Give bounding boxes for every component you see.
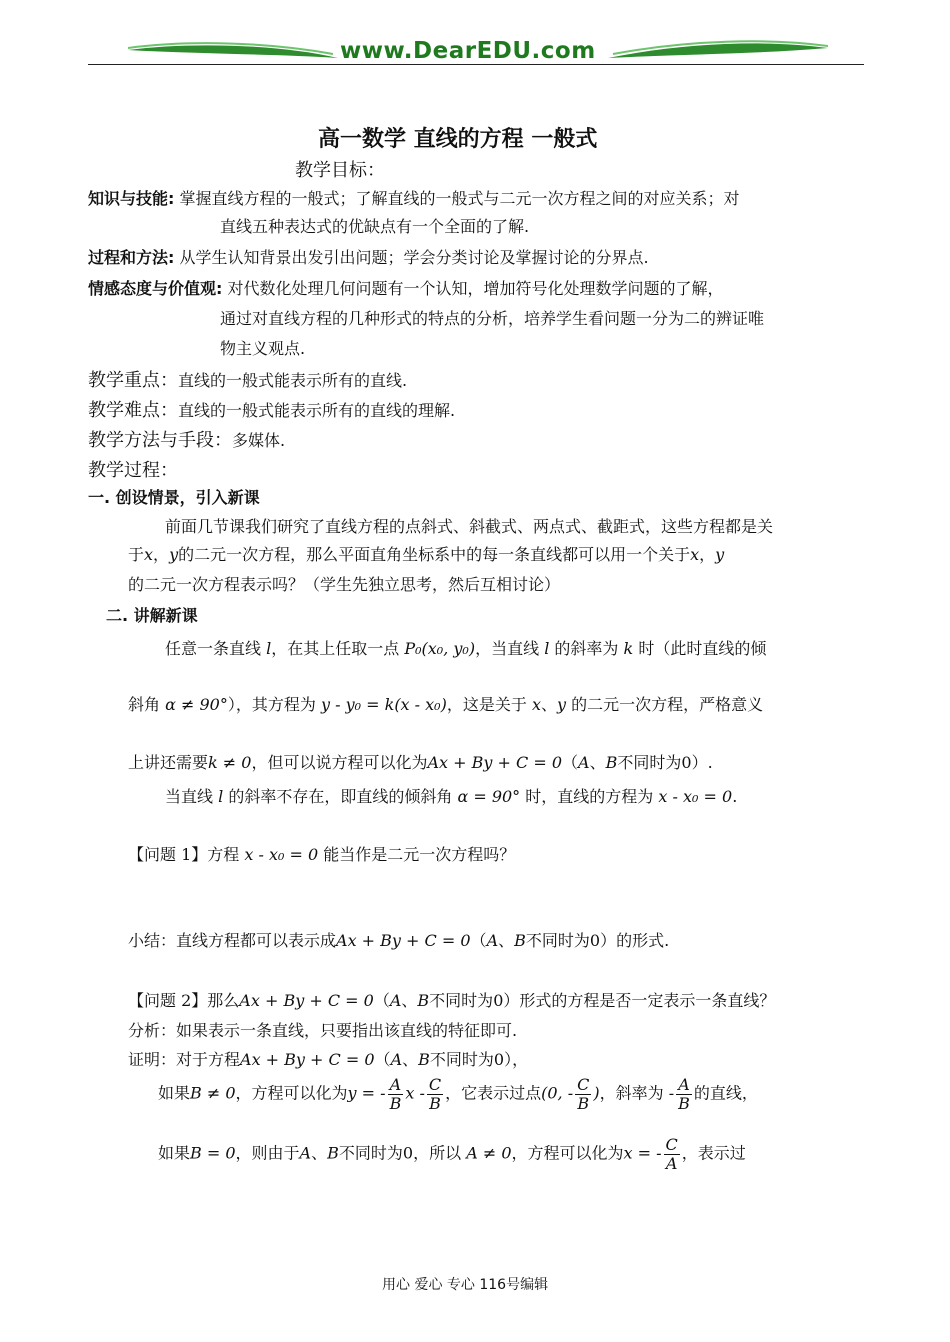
s2-text: ，但可以说方程可以化为 — [251, 753, 428, 772]
var-a: A — [486, 931, 499, 950]
method-text: 多媒体. — [232, 431, 286, 450]
section1-line3: 的二元一次方程表示吗？（学生先独立思考，然后互相讨论） — [128, 575, 561, 594]
proof-text: （ — [374, 1050, 391, 1069]
vertical-line-equation: x - x₀ = 0 — [658, 787, 733, 806]
s2-text: 的斜率不存在，即直线的倾斜角 — [228, 787, 453, 806]
s2-text: 时（此时直线的倾 — [638, 639, 767, 658]
q2-dun: 、 — [401, 991, 418, 1010]
q1-label: 【问题 1】方程 — [128, 845, 240, 864]
s2-text: ），其方程为 — [227, 695, 316, 714]
var-l: l — [544, 639, 550, 658]
s2-text: 上讲还需要 — [128, 753, 209, 772]
s2-text: 当直线 — [165, 787, 214, 806]
s2-text: ，在其上任取一点 — [271, 639, 400, 658]
section2-para2 — [128, 692, 763, 715]
header-logo: www.DearEDU.com — [340, 38, 596, 64]
section2-para3 — [128, 750, 713, 773]
proof-text: 证明：对于方程 — [128, 1050, 241, 1069]
fraction-c-over-a — [664, 1136, 680, 1172]
case1-text: ，它表示过点 — [445, 1083, 542, 1103]
var-b: B — [417, 991, 430, 1010]
var-b: B — [327, 1143, 339, 1163]
s2-text: 的二元一次方程，严格意义 — [571, 695, 764, 714]
case2-text: ，表示过 — [681, 1143, 746, 1163]
emotion-text1: 对代数化处理几何问题有一个认知，增加符号化处理数学问题的了解， — [227, 279, 724, 298]
zero: 0 — [493, 1050, 505, 1069]
var-y: y — [715, 545, 725, 564]
var-y: y — [557, 695, 567, 714]
process-text: 从学生认知背景出发引出问题；学会分类讨论及掌握讨论的分界点. — [179, 248, 649, 267]
proof-dun: 、 — [402, 1050, 419, 1069]
fraction-c-over-b — [575, 1076, 591, 1112]
key-point-label: 教学重点： — [88, 370, 178, 391]
case1 — [158, 1076, 758, 1112]
question1 — [128, 842, 515, 865]
zero: 0 — [589, 931, 601, 950]
var-a: A — [390, 1050, 403, 1069]
s1-comma: ， — [153, 545, 170, 564]
general-equation: Ax + By + C = 0 — [336, 931, 471, 950]
s2-text: ，这是关于 — [446, 695, 527, 714]
s1-text-b: 的二元一次方程，那么平面直角坐标系中的每一条直线都可以用一个关于 — [178, 545, 691, 564]
case2-text: ，方程可以化为 — [511, 1143, 624, 1163]
question2 — [128, 988, 775, 1011]
denominator-b: B — [678, 1093, 690, 1113]
var-x: x — [531, 695, 541, 714]
case2-text: ，则由于 — [235, 1143, 300, 1163]
process-heading: 教学过程： — [88, 460, 178, 481]
knowledge-label: 知识与技能: — [88, 189, 175, 208]
general-equation: Ax + By + C = 0 — [240, 1050, 375, 1069]
case1-text: ，方程可以化为 — [235, 1083, 348, 1103]
b-ne-0: B ≠ 0 — [190, 1083, 236, 1103]
emotion-label: 情感态度与价值观: — [88, 279, 223, 298]
emotion-line1 — [88, 276, 724, 299]
s2-dun: 、 — [540, 695, 557, 714]
section1-heading: 一. 创设情景，引入新课 — [88, 488, 260, 507]
general-equation: Ax + By + C = 0 — [239, 991, 374, 1010]
k-ne-0: k ≠ 0 — [208, 753, 252, 772]
s2-text: 任意一条直线 — [165, 639, 262, 658]
case1-text: 如果 — [158, 1083, 191, 1103]
method-line — [88, 426, 285, 452]
s2-text: 的斜率为 — [554, 639, 619, 658]
emotion-text3: 物主义观点. — [220, 339, 306, 358]
q1-equation: x - x₀ = 0 — [244, 845, 319, 864]
section2-para1 — [165, 636, 766, 659]
x-eq-minus: x = - — [623, 1143, 662, 1163]
case1-text: 的直线， — [693, 1083, 758, 1103]
proof — [128, 1047, 528, 1070]
var-l: l — [266, 639, 272, 658]
emotion-text2: 通过对直线方程的几种形式的特点的分析，培养学生看问题一分为二的辨证唯 — [220, 309, 765, 328]
denominator-b: B — [389, 1093, 402, 1113]
q1-text: 能当作是二元一次方程吗？ — [323, 845, 516, 864]
q2-text: ）形式的方程是否一定表示一条直线？ — [503, 991, 776, 1010]
a-ne-0: A ≠ 0 — [466, 1143, 512, 1163]
summary-text: 不同时为 — [525, 931, 590, 950]
fraction-a-over-b — [388, 1076, 404, 1112]
s2-text: . — [732, 787, 738, 806]
section2-heading: 二. 讲解新课 — [106, 606, 198, 625]
point-slope-equation: y - y₀ = k(x - x₀) — [320, 695, 447, 714]
difficulty-label: 教学难点： — [88, 400, 178, 421]
page-title: 高一数学 直线的方程 一般式 — [318, 127, 598, 152]
summary-dun: 、 — [498, 931, 515, 950]
proof-text: ）， — [504, 1050, 529, 1069]
case2 — [158, 1136, 746, 1172]
var-b: B — [418, 1050, 430, 1069]
fraction-a-over-b — [676, 1076, 692, 1112]
zero: 0 — [493, 991, 504, 1010]
point-open: (0, - — [541, 1083, 574, 1103]
numerator-c: C — [577, 1075, 590, 1094]
numerator-a: A — [676, 1076, 692, 1095]
summary — [128, 928, 669, 951]
s2-dun: 、 — [589, 753, 606, 772]
s2-text: ）. — [691, 753, 713, 772]
var-l: l — [218, 787, 224, 806]
point-close: ) — [593, 1083, 600, 1103]
knowledge-text2: 直线五种表达式的优缺点有一个全面的了解. — [220, 217, 530, 236]
key-point-line — [88, 366, 407, 392]
summary-text: （ — [470, 931, 487, 950]
s2-text: ，当直线 — [475, 639, 540, 658]
denominator-b: B — [429, 1093, 441, 1113]
q2-text: 【问题 2】那么 — [128, 991, 240, 1010]
numerator-c: C — [665, 1135, 678, 1154]
var-a: A — [578, 753, 590, 772]
case2-text: ，所以 — [413, 1143, 462, 1163]
key-point-text: 直线的一般式能表示所有的直线. — [178, 371, 408, 390]
objectives-heading: 教学目标： — [295, 160, 385, 181]
var-y: y — [169, 545, 179, 564]
denominator-a: A — [665, 1153, 678, 1173]
numerator-a: A — [388, 1076, 404, 1095]
numerator-c: C — [428, 1075, 442, 1094]
var-x: x — [144, 545, 154, 564]
var-b: B — [514, 931, 526, 950]
b-eq-0: B = 0 — [190, 1143, 236, 1163]
process-line — [88, 245, 649, 268]
section1-line1: 前面几节课我们研究了直线方程的点斜式、斜截式、两点式、截距式，这些方程都是关 — [165, 517, 774, 536]
header-rule — [88, 64, 864, 65]
var-k: k — [623, 639, 634, 658]
difficulty-line — [88, 396, 455, 422]
process-label: 过程和方法: — [88, 248, 175, 267]
difficulty-text: 直线的一般式能表示所有的直线的理解. — [178, 401, 456, 420]
denominator-b: B — [577, 1093, 590, 1113]
section1-line2 — [128, 542, 724, 565]
zero: 0 — [402, 1143, 414, 1163]
var-a: A — [389, 991, 402, 1010]
summary-text: 小结：直线方程都可以表示成 — [128, 931, 337, 950]
s1-comma: ， — [699, 545, 716, 564]
s2-text: 不同时为 — [617, 753, 682, 772]
var-a: A — [299, 1143, 312, 1163]
knowledge-text1: 掌握直线方程的一般式；了解直线的一般式与二元一次方程之间的对应关系；对 — [179, 189, 740, 208]
section2-para4 — [165, 784, 737, 807]
var-b: B — [605, 753, 618, 772]
point-p0: P₀(x₀, y₀) — [404, 639, 476, 658]
case1-text: ，斜率为 - — [599, 1083, 675, 1103]
proof-text: 不同时为 — [429, 1050, 494, 1069]
alpha-ne-90: α ≠ 90° — [165, 695, 228, 714]
case2-text: 不同时为 — [338, 1143, 403, 1163]
page-footer: 用心 爱心 专心 116号编辑 — [382, 1277, 549, 1293]
analysis: 分析：如果表示一条直线，只要指出该直线的特征即可. — [128, 1021, 518, 1040]
s2-text: 斜角 — [128, 695, 161, 714]
s1-text-a: 于 — [128, 545, 145, 564]
knowledge-line1 — [88, 186, 740, 209]
q2-text: 不同时为 — [429, 991, 494, 1010]
s2-text: 时，直线的方程为 — [525, 787, 654, 806]
q2-text: （ — [373, 991, 390, 1010]
slope-form-lhs: y = - — [347, 1083, 386, 1103]
s2-text: （ — [562, 753, 579, 772]
alpha-eq-90: α = 90° — [457, 787, 521, 806]
method-label: 教学方法与手段： — [88, 430, 232, 451]
fraction-c-over-b — [427, 1076, 443, 1112]
summary-text: ）的形式. — [600, 931, 670, 950]
x-minus: x - — [405, 1083, 425, 1103]
case2-dun: 、 — [311, 1143, 328, 1163]
zero: 0 — [681, 753, 692, 772]
var-x: x — [690, 545, 700, 564]
case2-text: 如果 — [158, 1143, 191, 1163]
general-equation: Ax + By + C = 0 — [427, 753, 563, 772]
